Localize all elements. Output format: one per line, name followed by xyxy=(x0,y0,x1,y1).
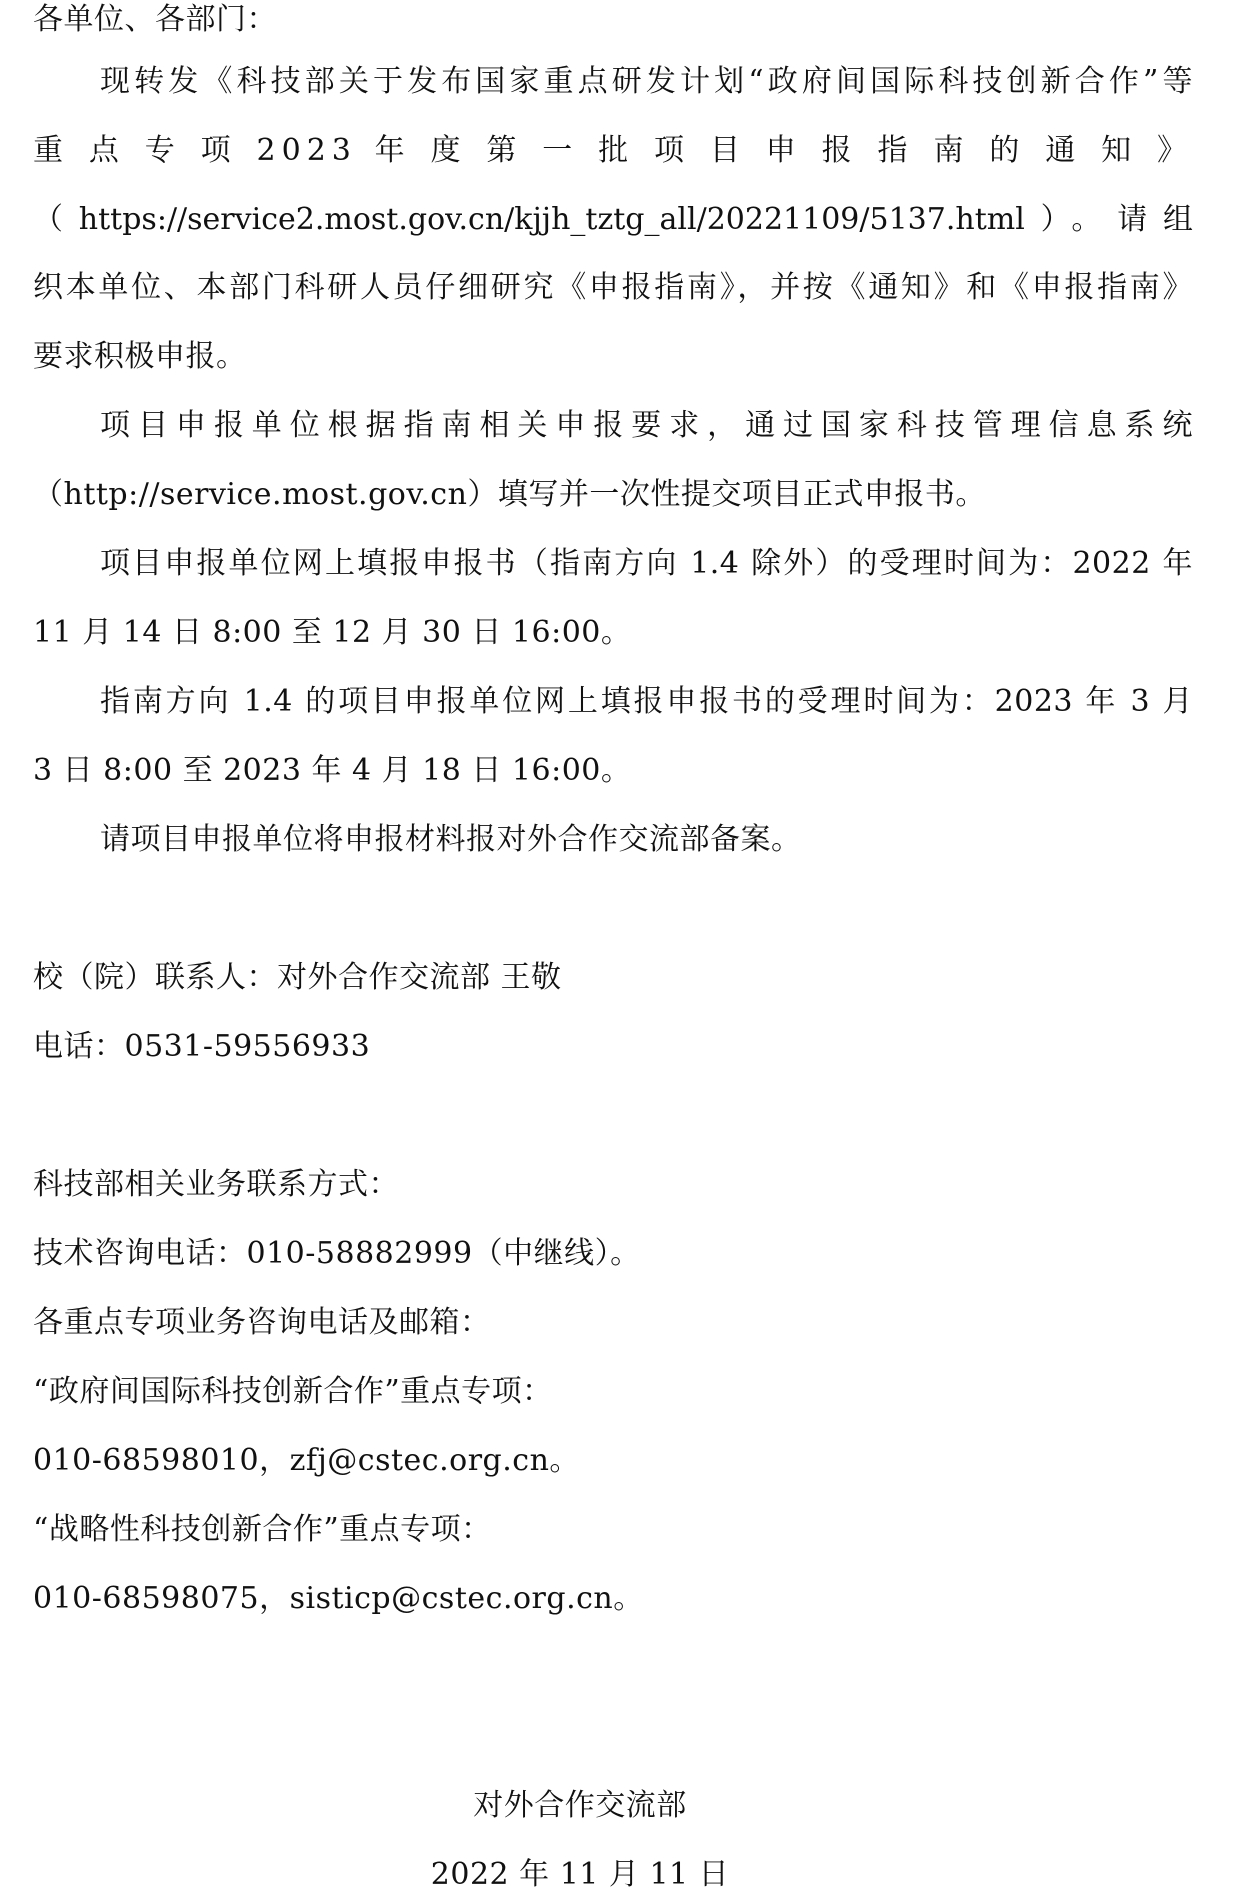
para1-line4: 织本单位、本部门科研人员仔细研究《申报指南》，并按《通知》和《申报指南》 xyxy=(33,270,1193,305)
para1-line5: 要求积极申报。 xyxy=(33,339,247,374)
special-item2-title: “战略性科技创新合作”重点专项： xyxy=(33,1512,492,1547)
para4-line2: 3 日 8:00 至 2023 年 4 月 18 日 16:00。 xyxy=(33,753,632,788)
para1-line3: （https://service2.most.gov.cn/kjjh_tztg_all/20221109/5137.html）。请组 xyxy=(33,202,1193,237)
para3-line1: 项目申报单位网上填报申报书（指南方向 1.4 除外）的受理时间为：2022 年 xyxy=(100,546,1193,581)
para2-line1: 项目申报单位根据指南相关申报要求，通过国家科技管理信息系统 xyxy=(100,408,1193,443)
signature-department: 对外合作交流部 xyxy=(473,1788,687,1823)
special-contact-heading: 各重点专项业务咨询电话及邮箱： xyxy=(33,1305,491,1340)
most-contact-heading: 科技部相关业务联系方式： xyxy=(33,1167,399,1202)
contact-phone: 电话：0531-59556933 xyxy=(33,1029,371,1064)
special-item2-contact: 010-68598075，sisticp@cstec.org.cn。 xyxy=(33,1581,644,1616)
special-item1-title: “政府间国际科技创新合作”重点专项： xyxy=(33,1374,553,1409)
special-item1-contact: 010-68598010，zfj@cstec.org.cn。 xyxy=(33,1443,580,1478)
tech-consult-phone: 技术咨询电话：010-58882999（中继线）。 xyxy=(33,1236,641,1271)
para2-line2: （http://service.most.gov.cn）填写并一次性提交项目正式申报书。 xyxy=(33,477,986,512)
contact-person: 校（院）联系人：对外合作交流部 王敬 xyxy=(33,960,562,995)
para1-line1: 现转发《科技部关于发布国家重点研发计划“政府间国际科技创新合作”等 xyxy=(100,64,1193,99)
para3-line2: 11 月 14 日 8:00 至 12 月 30 日 16:00。 xyxy=(33,615,632,650)
para4-line1: 指南方向 1.4 的项目申报单位网上填报申报书的受理时间为：2023 年 3 月 xyxy=(100,684,1193,719)
signature-date: 2022 年 11 月 11 日 xyxy=(430,1857,730,1892)
para5: 请项目申报单位将申报材料报对外合作交流部备案。 xyxy=(100,822,802,857)
salutation: 各单位、各部门： xyxy=(33,2,277,37)
para1-line2: 重 点 专 项 2023 年 度 第 一 批 项 目 申 报 指 南 的 通 知 》 xyxy=(33,133,1193,168)
